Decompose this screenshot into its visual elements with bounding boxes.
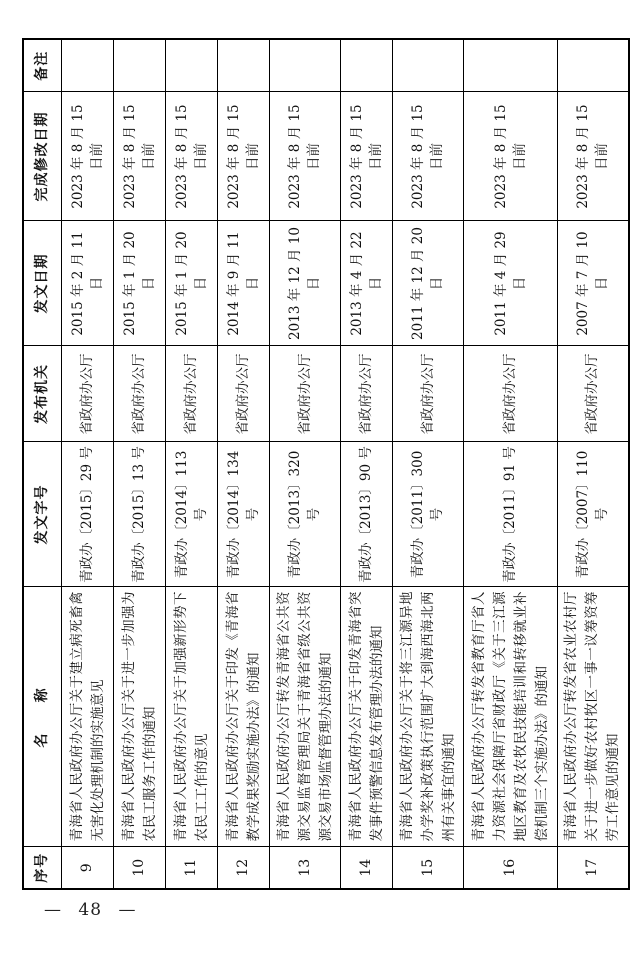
cell-name: 青海省人民政府办公厅关于印发青海省突发事件预警信息发布管理办法的通知 (341, 587, 393, 847)
cell-agency: 省政府办公厅 (166, 346, 218, 442)
cell-remark (62, 39, 114, 92)
table-row (62, 39, 114, 889)
cell-doc_no: 青政办〔2007〕110 号 (558, 442, 629, 587)
table-row (166, 39, 218, 889)
col-header-revise_date: 完成修改日期 (23, 92, 62, 221)
table-row (270, 39, 341, 889)
cell-name: 青海省人民政府办公厅关于加强新形势下农民工工作的意见 (166, 587, 218, 847)
cell-remark (114, 39, 166, 92)
page-number: — 48 — (44, 900, 137, 920)
table-row (218, 39, 270, 889)
cell-doc_no: 青政办〔2011〕300 号 (393, 442, 464, 587)
cell-agency: 省政府办公厅 (341, 346, 393, 442)
cell-revise_date: 2023 年 8 月 15 日前 (341, 92, 393, 221)
cell-doc_no: 青政办〔2015〕13 号 (114, 442, 166, 587)
table-row (464, 39, 558, 889)
cell-agency: 省政府办公厅 (270, 346, 341, 442)
table-body (62, 39, 629, 889)
cell-issue_date: 2015 年 2 月 11 日 (62, 221, 114, 346)
cell-name: 青海省人民政府办公厅关于进一步加强为农民工服务工作的通知 (114, 587, 166, 847)
cell-doc_no: 青政办〔2013〕90 号 (341, 442, 393, 587)
cell-issue_date: 2015 年 1 月 20 日 (166, 221, 218, 346)
cell-name: 青海省人民政府办公厅转发省教育厅省人力资源社会保障厅省财政厅《关于三江源地区教育及农牧民技能培训和转移就业补偿机制三个实施办法》的通知 (464, 587, 558, 847)
cell-doc_no: 青政办〔2013〕320 号 (270, 442, 341, 587)
cell-name: 青海省人民政府办公厅转发省农业农村厅关于进一步做好农村牧区一事一议筹资筹劳工作意见的通知 (558, 587, 629, 847)
cell-issue_date: 2013 年 4 月 22 日 (341, 221, 393, 346)
cell-index: 16 (464, 847, 558, 889)
cell-doc_no: 青政办〔2011〕91 号 (464, 442, 558, 587)
col-header-issue_date: 发文日期 (23, 221, 62, 346)
cell-revise_date: 2023 年 8 月 15 日前 (464, 92, 558, 221)
cell-revise_date: 2023 年 8 月 15 日前 (558, 92, 629, 221)
col-header-index: 序号 (23, 847, 62, 889)
cell-name: 青海省人民政府办公厅关于印发《青海省教学成果奖励实施办法》的通知 (218, 587, 270, 847)
cell-name: 青海省人民政府办公厅关于建立病死畜禽无害化处理机制的实施意见 (62, 587, 114, 847)
cell-agency: 省政府办公厅 (114, 346, 166, 442)
cell-agency: 省政府办公厅 (464, 346, 558, 442)
cell-revise_date: 2023 年 8 月 15 日前 (218, 92, 270, 221)
cell-agency: 省政府办公厅 (62, 346, 114, 442)
cell-remark (166, 39, 218, 92)
col-header-remark: 备注 (23, 39, 62, 92)
col-header-doc_no: 发文字号 (23, 442, 62, 587)
cell-index: 17 (558, 847, 629, 889)
cell-revise_date: 2023 年 8 月 15 日前 (166, 92, 218, 221)
cell-doc_no: 青政办〔2015〕29 号 (62, 442, 114, 587)
cell-remark (218, 39, 270, 92)
cell-agency: 省政府办公厅 (218, 346, 270, 442)
cell-remark (341, 39, 393, 92)
col-header-agency: 发布机关 (23, 346, 62, 442)
document-table (22, 38, 630, 890)
cell-revise_date: 2023 年 8 月 15 日前 (114, 92, 166, 221)
cell-issue_date: 2011 年 4 月 29 日 (464, 221, 558, 346)
cell-issue_date: 2007 年 7 月 10 日 (558, 221, 629, 346)
rotated-table-container (22, 38, 630, 890)
cell-index: 11 (166, 847, 218, 889)
col-header-name: 名 称 (23, 587, 62, 847)
cell-index: 14 (341, 847, 393, 889)
cell-agency: 省政府办公厅 (393, 346, 464, 442)
cell-name: 青海省人民政府办公厅转发青海省公共资源交易监督管理局关于青海省省级公共资源交易市场监督管理办法的通知 (270, 587, 341, 847)
cell-remark (270, 39, 341, 92)
cell-index: 15 (393, 847, 464, 889)
cell-remark (393, 39, 464, 92)
cell-revise_date: 2023 年 8 月 15 日前 (270, 92, 341, 221)
cell-remark (558, 39, 629, 92)
cell-agency: 省政府办公厅 (558, 346, 629, 442)
cell-revise_date: 2023 年 8 月 15 日前 (62, 92, 114, 221)
header-row (23, 39, 62, 889)
cell-name: 青海省人民政府办公厅关于将三江源异地办学奖补政策执行范围扩大到海西海北两州有关事宜的通知 (393, 587, 464, 847)
cell-issue_date: 2015 年 1 月 20 日 (114, 221, 166, 346)
cell-index: 13 (270, 847, 341, 889)
cell-index: 12 (218, 847, 270, 889)
cell-doc_no: 青政办〔2014〕134 号 (218, 442, 270, 587)
cell-issue_date: 2014 年 9 月 11 日 (218, 221, 270, 346)
cell-issue_date: 2011 年 12 月 20 日 (393, 221, 464, 346)
cell-index: 10 (114, 847, 166, 889)
table-row (341, 39, 393, 889)
cell-issue_date: 2013 年 12 月 10 日 (270, 221, 341, 346)
cell-doc_no: 青政办〔2014〕113 号 (166, 442, 218, 587)
cell-revise_date: 2023 年 8 月 15 日前 (393, 92, 464, 221)
cell-index: 9 (62, 847, 114, 889)
table-row (393, 39, 464, 889)
cell-remark (464, 39, 558, 92)
table-row (114, 39, 166, 889)
table-row (558, 39, 629, 889)
